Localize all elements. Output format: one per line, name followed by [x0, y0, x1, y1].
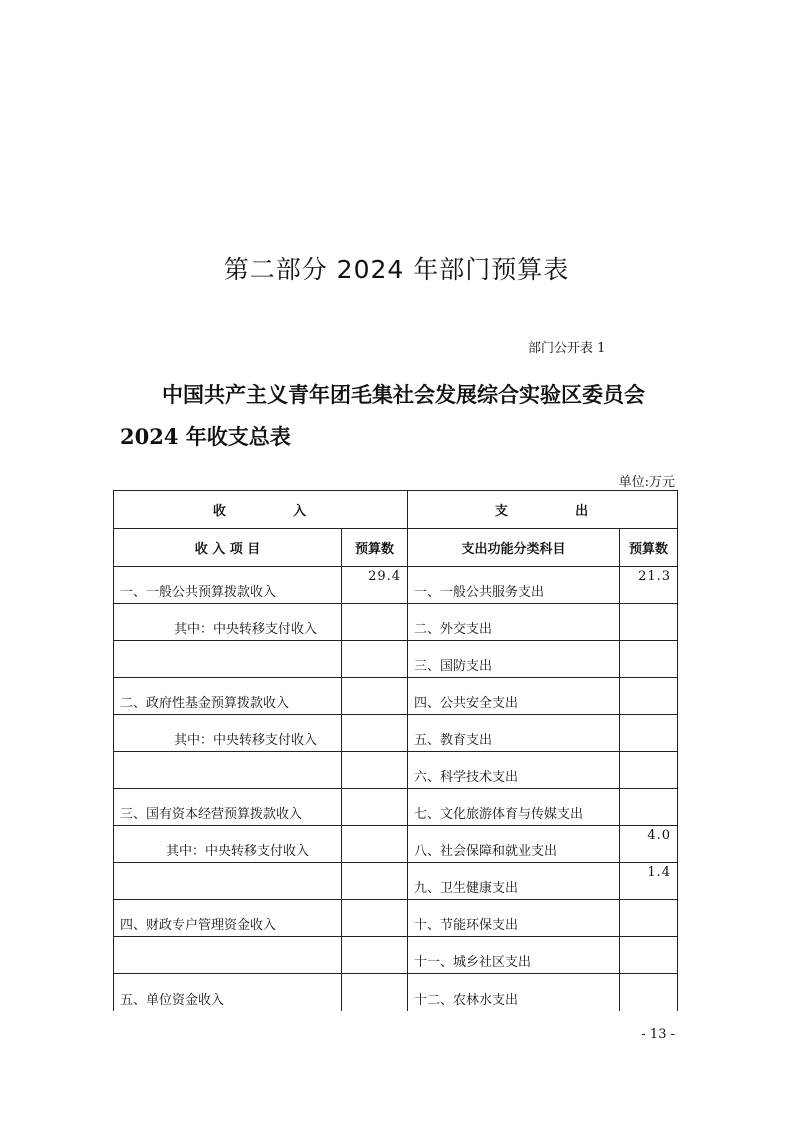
- title-line-2: 2024 年收支总表: [120, 424, 291, 449]
- table-row: [114, 678, 678, 715]
- table-row: [114, 567, 678, 604]
- expense-amount: 4.0: [620, 826, 678, 863]
- table-row: [114, 974, 678, 1011]
- table-row: [114, 863, 678, 900]
- table-subheader-row: [114, 529, 678, 567]
- table-row: [114, 789, 678, 826]
- title-line-1: 中国共产主义青年团毛集社会发展综合实验区委员会: [162, 382, 645, 407]
- income-amount: [342, 826, 408, 863]
- income-item: 其中：中央转移支付收入: [114, 604, 342, 641]
- table-row: [114, 826, 678, 863]
- income-item: 五、单位资金收入: [114, 974, 342, 1011]
- income-amount: [342, 752, 408, 789]
- income-amount: [342, 974, 408, 1011]
- income-item: [114, 937, 342, 974]
- expense-amount: [620, 789, 678, 826]
- expense-header: 支 出: [408, 491, 678, 529]
- expense-item: 一、一般公共服务支出: [408, 567, 620, 604]
- table-row: [114, 641, 678, 678]
- expense-amount: [620, 715, 678, 752]
- expense-item: 十一、城乡社区支出: [408, 937, 620, 974]
- income-item: [114, 641, 342, 678]
- expense-item: 四、公共安全支出: [408, 678, 620, 715]
- income-header: 收 入: [114, 491, 408, 529]
- table-header-row: [114, 491, 678, 529]
- income-amount: [342, 900, 408, 937]
- document-title: [120, 374, 680, 458]
- expense-item: 七、文化旅游体育与传媒支出: [408, 789, 620, 826]
- part-title: 第二部分 2024 年部门预算表: [223, 255, 570, 284]
- table-row: [114, 900, 678, 937]
- income-amount: [342, 604, 408, 641]
- expense-item-header: 支出功能分类科目: [408, 529, 620, 567]
- expense-item: 十二、农林水支出: [408, 974, 620, 1011]
- budget-summary-table: [113, 490, 678, 1011]
- income-amount: [342, 641, 408, 678]
- expense-amount: [620, 678, 678, 715]
- expense-item: 三、国防支出: [408, 641, 620, 678]
- income-item: 二、政府性基金预算拨款收入: [114, 678, 342, 715]
- expense-amount: [620, 937, 678, 974]
- income-amount: [342, 715, 408, 752]
- expense-amount-header: 预算数: [620, 529, 678, 567]
- expense-amount: [620, 900, 678, 937]
- page-number: - 13 -: [641, 1027, 675, 1042]
- income-amount: [342, 678, 408, 715]
- income-item-header: 收 入 项 目: [114, 529, 342, 567]
- expense-item: 八、社会保障和就业支出: [408, 826, 620, 863]
- expense-amount: [620, 752, 678, 789]
- table-id: 部门公开表 1: [528, 341, 606, 356]
- table-row: [114, 937, 678, 974]
- income-amount: [342, 937, 408, 974]
- expense-item: 九、卫生健康支出: [408, 863, 620, 900]
- unit-label: 单位:万元: [618, 475, 675, 490]
- income-item: [114, 752, 342, 789]
- expense-amount: 1.4: [620, 863, 678, 900]
- income-item: 四、财政专户管理资金收入: [114, 900, 342, 937]
- table-row: [114, 604, 678, 641]
- expense-item: 二、外交支出: [408, 604, 620, 641]
- income-item: 三、国有资本经营预算拨款收入: [114, 789, 342, 826]
- income-amount: [342, 863, 408, 900]
- income-item: 其中：中央转移支付收入: [114, 826, 342, 863]
- income-item: 一、一般公共预算拨款收入: [114, 567, 342, 604]
- income-amount: [342, 789, 408, 826]
- expense-amount: [620, 641, 678, 678]
- table-row: [114, 715, 678, 752]
- expense-item: 五、教育支出: [408, 715, 620, 752]
- expense-item: 十、节能环保支出: [408, 900, 620, 937]
- income-item: 其中：中央转移支付收入: [114, 715, 342, 752]
- expense-item: 六、科学技术支出: [408, 752, 620, 789]
- expense-amount: [620, 974, 678, 1011]
- income-item: [114, 863, 342, 900]
- table-row: [114, 752, 678, 789]
- income-amount-header: 预算数: [342, 529, 408, 567]
- expense-amount: [620, 604, 678, 641]
- expense-amount: 21.3: [620, 567, 678, 604]
- income-amount: 29.4: [342, 567, 408, 604]
